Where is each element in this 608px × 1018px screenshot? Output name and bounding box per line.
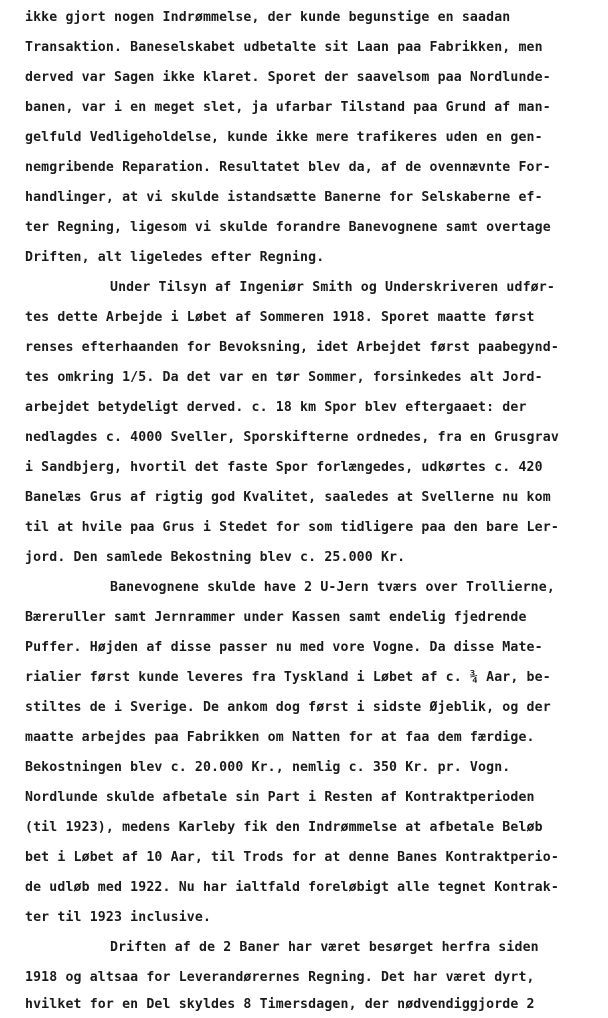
text-line: stiltes de i Sverige. De ankom dog først i sidste Øjeblik, og der [25,700,551,715]
text-line: banen, var i en meget slet, ja ufarbar Tilstand paa Grund af man- [25,100,551,115]
text-line: i Sandbjerg, hvortil det faste Spor forlængedes, udkørtes c. 420 [25,460,543,475]
text-line: hvilket for en Del skyldes 8 Timersdagen, der nødvendiggjorde 2 [25,997,535,1012]
text-line: derved var Sagen ikke klaret. Sporet der saavelsom paa Nordlunde- [25,70,551,85]
text-line: bet i Løbet af 10 Aar, til Trods for at denne Banes Kontraktperio- [25,850,559,865]
text-line: nedlagdes c. 4000 Sveller, Sporskifterne ordnedes, fra en Grusgrav [25,430,559,445]
text-line: 1918 og altsaa for Leverandørernes Regning. Det har været dyrt, [25,970,535,985]
text-line: ikke gjort nogen Indrømmelse, der kunde begunstige en saadan [25,10,511,25]
text-line: tes omkring 1/5. Da det var en tør Sommer, forsinkedes alt Jord- [25,370,543,385]
text-line: rialier først kunde leveres fra Tyskland i Løbet af c. ¾ Aar, be- [25,670,551,685]
text-line: Driften, alt ligeledes efter Regning. [25,250,325,265]
text-line: arbejdet betydeligt derved. c. 18 km Spor blev eftergaaet: der [25,400,527,415]
text-line: Driften af de 2 Baner har været besørget herfra siden [110,940,539,955]
text-line: maatte arbejdes paa Fabrikken om Natten for at faa dem færdige. [25,730,535,745]
text-line: jord. Den samlede Bekostning blev c. 25.000 Kr. [25,550,406,565]
text-line: ter til 1923 inclusive. [25,910,212,925]
text-line: de udløb med 1922. Nu har ialtfald foreløbigt alle tegnet Kontrak- [25,880,559,895]
text-line: Under Tilsyn af Ingeniør Smith og Underskriveren udfør- [110,280,555,295]
text-line: nemgribende Reparation. Resultatet blev da, af de ovennævnte For- [25,160,551,175]
text-line: Puffer. Højden af disse passer nu med vore Vogne. Da disse Mate- [25,640,543,655]
text-line: gelfuld Vedligeholdelse, kunde ikke mere trafikeres uden en gen- [25,130,543,145]
text-line: Nordlunde skulde afbetale sin Part i Resten af Kontraktperioden [25,790,535,805]
text-line: renses efterhaanden for Bevoksning, idet Arbejdet først paabegynd- [25,340,559,355]
text-line: (til 1923), medens Karleby fik den Indrømmelse at afbetale Beløb [25,820,543,835]
text-line: Bekostningen blev c. 20.000 Kr., nemlig c. 350 Kr. pr. Vogn. [25,760,511,775]
text-line: ter Regning, ligesom vi skulde forandre Banevognene samt overtage [25,220,551,235]
text-line: handlinger, at vi skulde istandsætte Banerne for Selskaberne ef- [25,190,543,205]
text-line: Bæreruller samt Jernrammer under Kassen samt endelig fjedrende [25,610,527,625]
text-line: Banelæs Grus af rigtig god Kvalitet, saaledes at Svellerne nu kom [25,490,551,505]
text-line: Banevognene skulde have 2 U-Jern tværs over Trollierne, [110,580,555,595]
text-line: Transaktion. Baneselskabet udbetalte sit Laan paa Fabrikken, men [25,40,543,55]
text-line: tes dette Arbejde i Løbet af Sommeren 1918. Sporet maatte først [25,310,535,325]
text-line: til at hvile paa Grus i Stedet for som tidligere paa den bare Ler- [25,520,559,535]
